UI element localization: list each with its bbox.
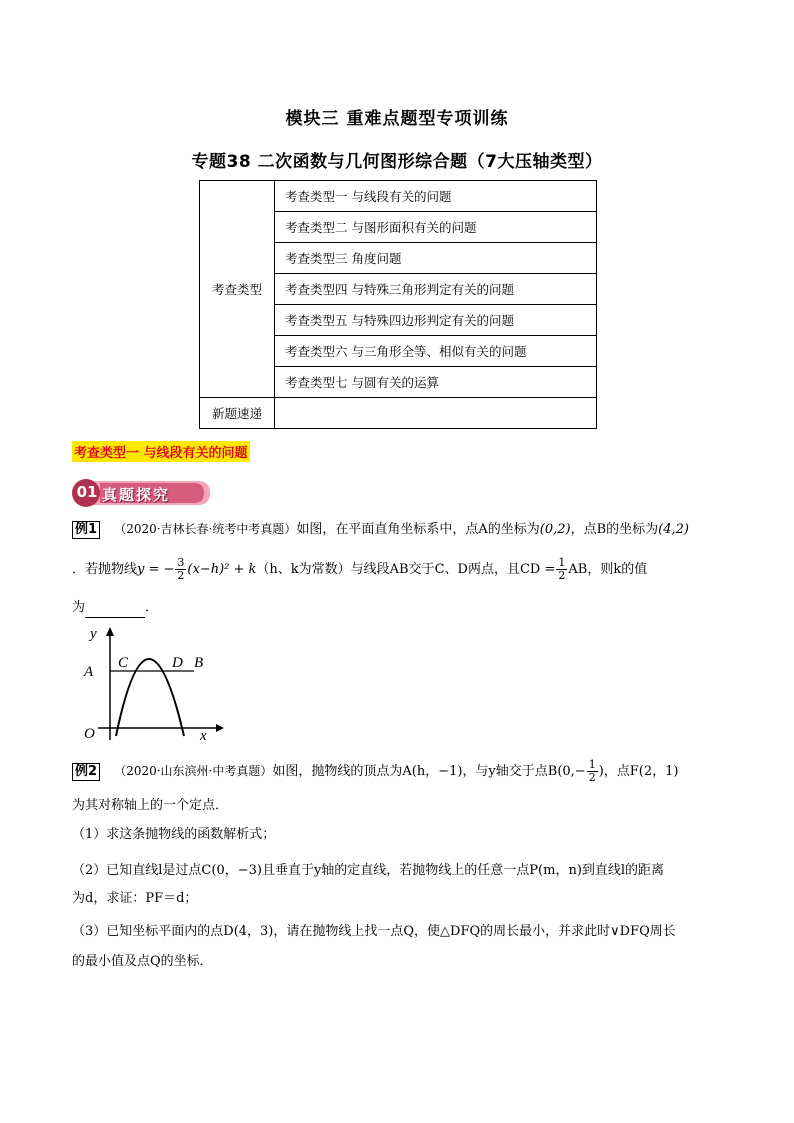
example2-q1: （1）求这条抛物线的函数解析式； — [72, 827, 276, 842]
label-y: y — [90, 626, 97, 642]
label-b: B — [194, 655, 204, 671]
example2-line1 — [72, 759, 752, 784]
example2-q3-line2: 的最小值及点Q的坐标． — [72, 954, 213, 969]
example1-text: （h、k为常数）与线段AB交于C、D两点，且CD = — [256, 562, 556, 577]
y-axis-arrow — [106, 627, 114, 636]
banner-number: 01 — [76, 483, 98, 501]
example1-text: ，点B的坐标为 — [570, 522, 659, 537]
type-cell: 考查类型五 与特殊四边形判定有关的问题 — [275, 305, 597, 336]
new-questions-value — [275, 398, 597, 429]
label-c: C — [118, 655, 129, 671]
type-cell: 考查类型六 与三角形全等、相似有关的问题 — [275, 336, 597, 367]
example1-text: 为 — [72, 600, 86, 615]
table-row — [200, 398, 597, 429]
section-heading: 考查类型一 与线段有关的问题 — [72, 441, 250, 462]
example1-text: ．若抛物线 — [72, 562, 138, 577]
question-type-table — [199, 180, 597, 429]
type-cell: 考查类型三 角度问题 — [275, 243, 597, 274]
point-a-coord: (0,2) — [539, 522, 571, 537]
document-subtitle: 专题38 二次函数与几何图形综合题（7大压轴类型） — [191, 152, 603, 172]
example1-line1 — [72, 519, 732, 540]
fraction-denominator: 2 — [588, 771, 596, 784]
label-o: O — [84, 726, 95, 742]
example2-label: 例2 — [72, 763, 100, 781]
fraction — [556, 557, 567, 582]
example1-label: 例1 — [72, 521, 100, 539]
example2-source: （2020·山东滨州·中考真题） — [114, 764, 273, 778]
parabola-figure — [76, 624, 226, 742]
answer-blank — [85, 603, 145, 618]
label-a: A — [84, 664, 94, 680]
document-title: 模块三 重难点题型专项训练 — [285, 109, 509, 129]
example1-text: AB，则k的值 — [568, 562, 648, 577]
example2-q3-line1: （3）已知坐标平面内的点D(4，3)，请在抛物线上找一点Q，使△DFQ的周长最小，并求此时∨DFQ周长 — [72, 924, 676, 939]
example2-text: )，点F(2，1) — [598, 764, 679, 779]
equation-part: (x−h)² + k — [187, 562, 257, 577]
example2-q2-line1: （2）已知直线l是过点C(0，−3)且垂直于y轴的定直线，若抛物线上的任意一点P(m，n)到直线l的距离 — [72, 863, 665, 878]
fraction-numerator: 3 — [177, 556, 185, 569]
label-x: x — [200, 728, 207, 742]
example2-line2: 为其对称轴上的一个定点． — [72, 798, 229, 813]
fraction-denominator: 2 — [177, 569, 185, 582]
type-cell: 考查类型二 与图形面积有关的问题 — [275, 212, 597, 243]
equation-part: y = − — [137, 562, 175, 577]
point-b-coord: (4,2) — [658, 522, 689, 537]
fraction-numerator: 1 — [588, 758, 596, 771]
example1-text: 如图，在平面直角坐标系中，点A的坐标为 — [296, 522, 540, 537]
label-d: D — [172, 655, 183, 671]
example1-text: ． — [145, 600, 159, 615]
type-cell: 考查类型七 与圆有关的运算 — [275, 367, 597, 398]
new-questions-cell: 新题速递 — [200, 398, 275, 429]
example1-line2 — [72, 557, 752, 582]
example1-line3 — [72, 598, 158, 618]
type-cell: 考查类型四 与特殊三角形判定有关的问题 — [275, 274, 597, 305]
example2-q2-line2: 为d，求证：PF＝d； — [72, 891, 198, 906]
banner-title: 真题探究 — [102, 486, 171, 504]
example2-text: 如图，抛物线的顶点为A(h，−1)，与y轴交于点B(0,− — [272, 764, 586, 779]
category-cell: 考查类型 — [200, 181, 275, 398]
fraction — [587, 759, 598, 784]
fraction-denominator: 2 — [558, 569, 566, 582]
x-axis-arrow — [216, 724, 224, 732]
table-row — [200, 181, 597, 212]
fraction-numerator: 1 — [558, 556, 566, 569]
type-cell: 考查类型一 与线段有关的问题 — [275, 181, 597, 212]
example1-source: （2020·吉林长春·统考中考真题） — [114, 522, 297, 536]
fraction — [175, 557, 186, 582]
